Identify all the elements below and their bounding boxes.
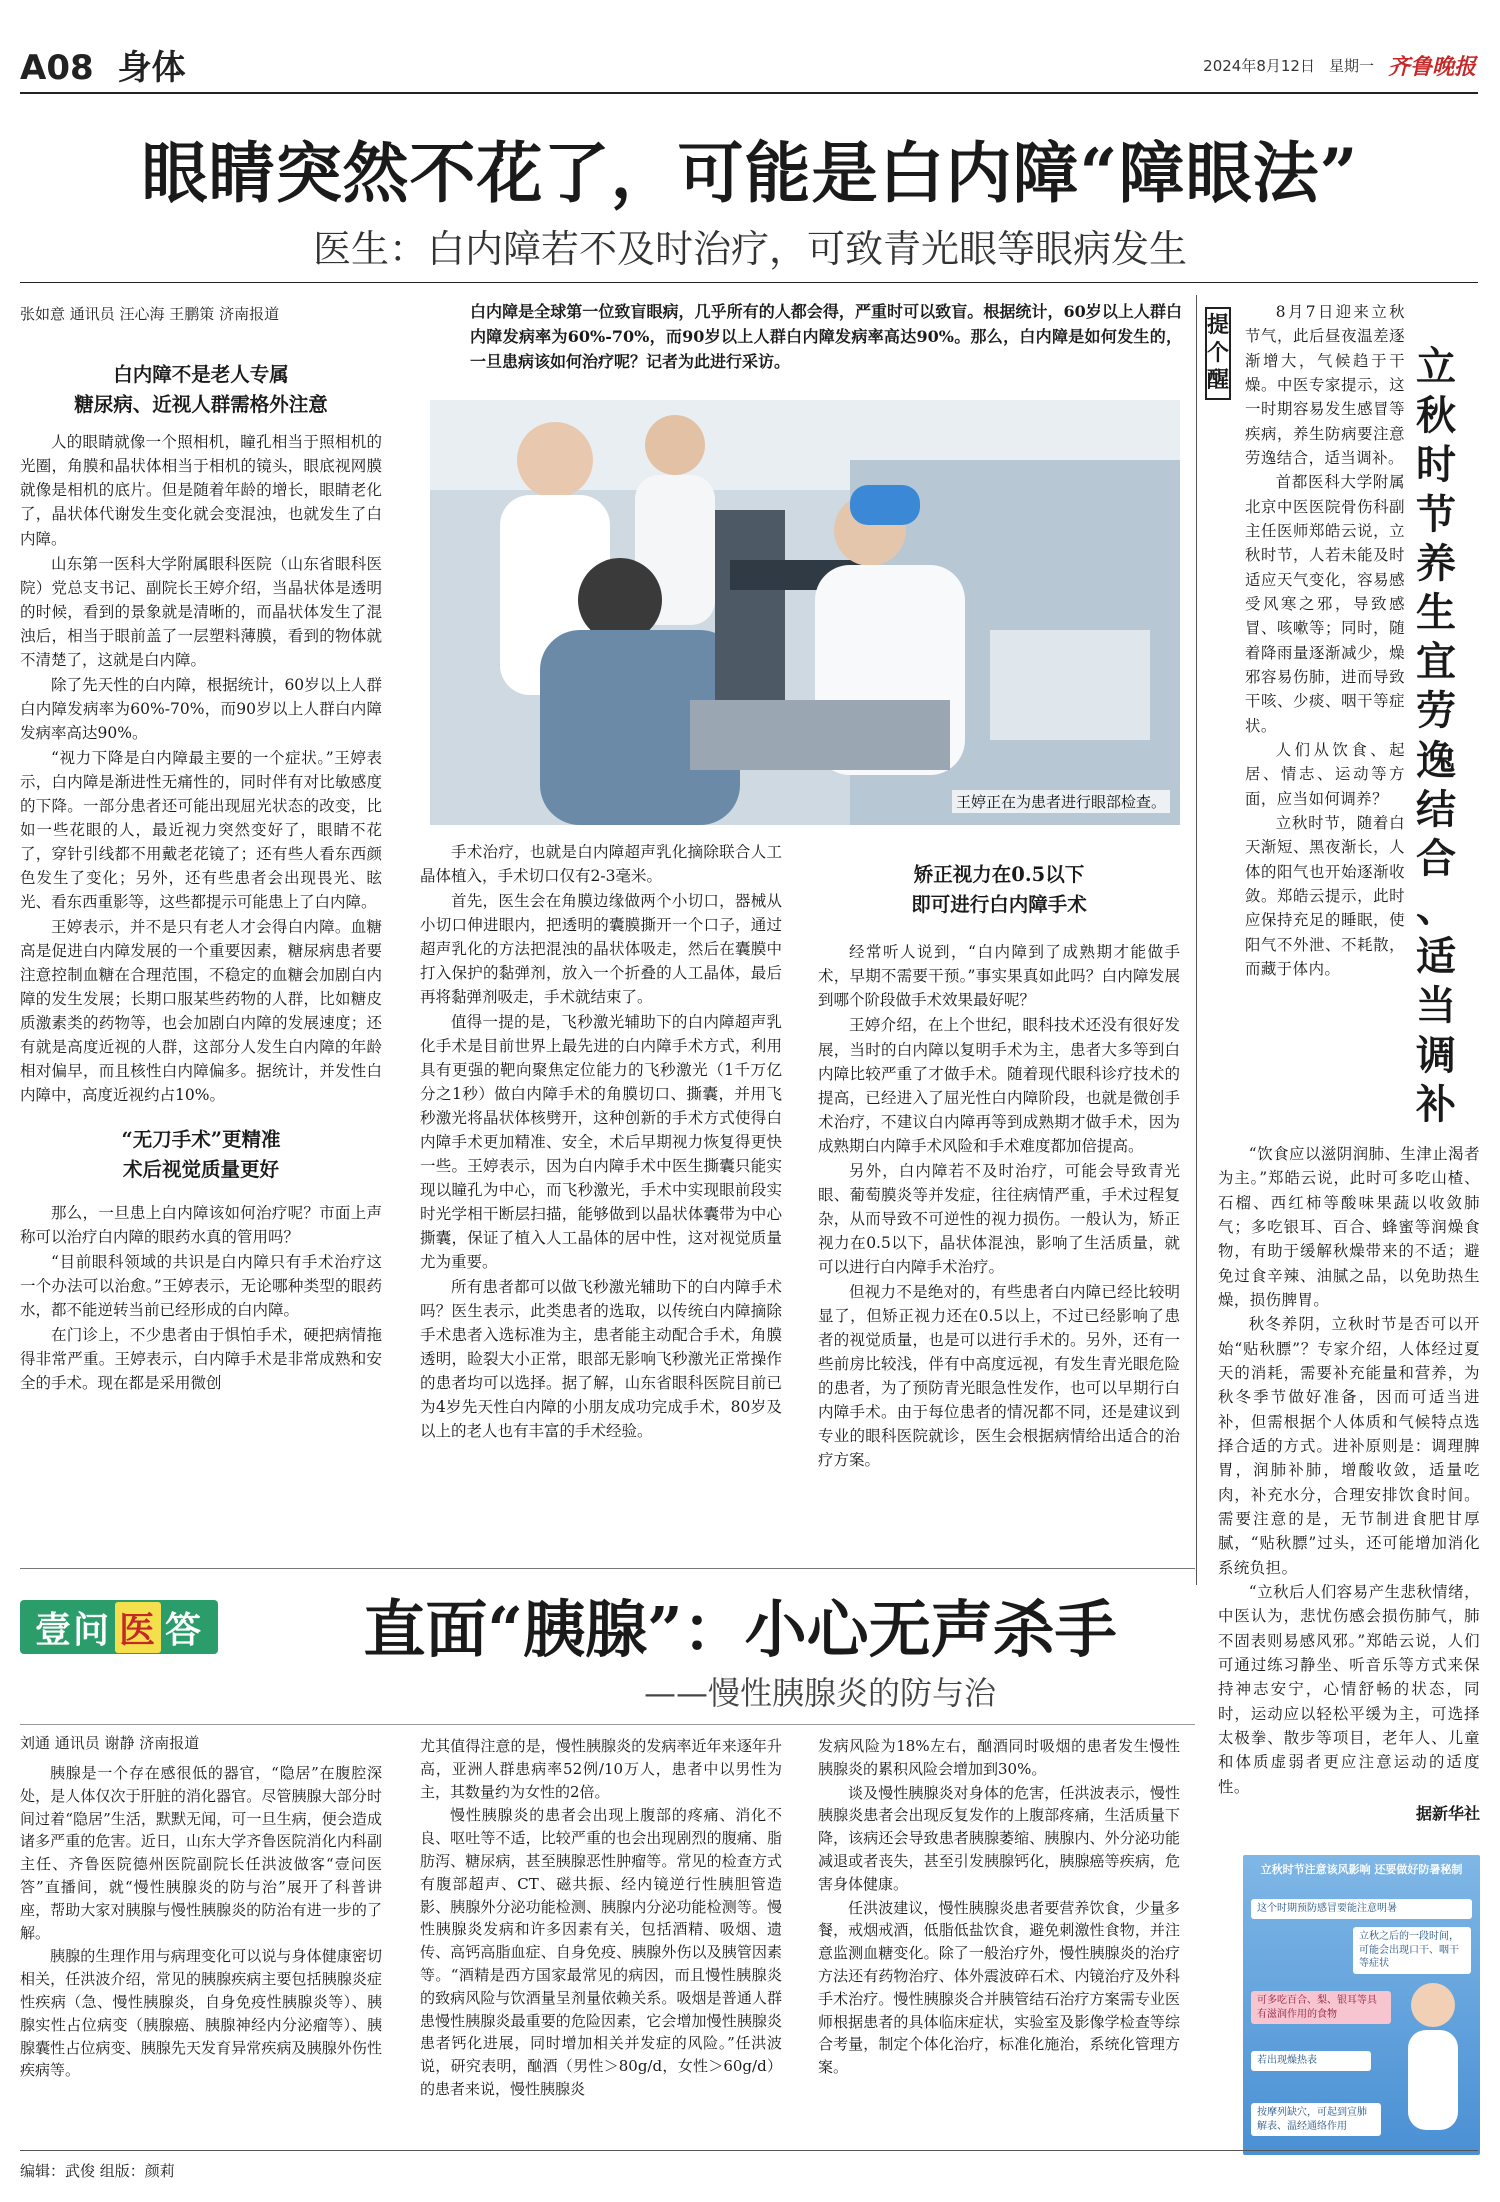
paragraph: 首先，医生会在角膜边缘做两个小切口，器械从小切口伸进眼内，把透明的囊膜撕开一个口子，通过超声乳化的方法把混浊的晶状体吸走，然后在囊膜中打入保护的黏弹剂，放入一个折叠的人工晶体，最后再将黏弹剂吸走，手术就结束了。 [420,892,782,1007]
poster-note: 这个时期预防感冒要能注意明暑 [1251,1899,1472,1919]
sidebar-title-char: 节 [1416,490,1456,538]
paragraph: 手术治疗，也就是白内障超声乳化摘除联合人工晶体植入，手术切口仅有2-3毫米。 [420,843,782,886]
paragraph: 山东第一医科大学附属眼科医院（山东省眼科医院）党总支书记、副院长王婷介绍，当晶状体是透明的时候，看到的景象就是清晰的，而晶状体发生了混浊后，相当于眼前盖了一层塑料薄膜，看到的物体就不清楚了，这就是白内障。 [20,554,382,669]
article-lead: 白内障是全球第一位致盲眼病，几乎所有的人都会得，严重时可以致盲。根据统计，60岁以上人群白内障发病率为60%-70%，而90岁以上人群白内障发病率高达90%。那么，白内障是如何发生的，一旦患病该如何治疗呢？记者为此进行采访。 [470,302,1182,371]
remind-label: 提个醒 [1205,307,1231,400]
main-subhead: 医生：白内障若不及时治疗，可致青光眼等眼病发生 [312,227,1187,271]
footer-rule [20,2150,1478,2151]
sidebar-title-char: 逸 [1416,736,1456,784]
paragraph: 秋冬养阴，立秋时节是否可以开始“贴秋膘”？专家介绍，人体经过夏天的消耗，需要补充能量和营养，为秋冬季节做好准备，因而可适当进补，但需根据个人体质和气候特点选择合适的方式。进补原则是：调理脾胃，润肺补肺，增酸收敛，适量吃肉，补充水分，合理安排饮食时间。需要注意的是，无节制进食肥甘厚腻，“贴秋膘”过头，还可能增加消化系统负担。 [1218,1315,1480,1577]
section-heading-1: 白内障不是老人专属 糖尿病、近视人群需格外注意 [74,363,328,417]
paragraph: 谈及慢性胰腺炎对身体的危害，任洪波表示，慢性胰腺炎患者会出现反复发作的上腹部疼痛，生活质量下降，该病还会导致患者胰腺萎缩、胰腺内、外分泌功能减退或者丧失，甚至引发胰腺钙化，胰腺癌等疾病，危害身体健康。 [818,1783,1180,1893]
credit: 据新华社 [1415,1803,1480,1823]
poster-note: 立秋之后的一段时间，可能会出现口干、咽干等症状 [1353,1927,1471,1974]
sidebar-title-char: 结 [1416,785,1456,833]
sidebar-title-char: 补 [1416,1080,1456,1128]
paragraph: 胰腺的生理作用与病理变化可以说与身体健康密切相关，任洪波介绍，常见的胰腺疾病主要包括胰腺炎症性疾病（急、慢性胰腺炎，自身免疫性胰腺炎等）、胰腺实性占位病变（胰腺癌、胰腺神经内分泌瘤等）、胰腺囊性占位病变、胰腺先天发育异常疾病及胰腺外伤性疾病等。 [20,1947,382,2080]
sidebar-title-char: 时 [1416,441,1456,489]
page-number: A08 [20,48,94,88]
issue-date: 2024年8月12日 [1203,57,1315,75]
sidebar-title-char: 秋 [1416,392,1456,440]
paragraph: 胰腺是一个存在感很低的器官，“隐居”在腹腔深处，是人体仅次于肝脏的消化器官。尽管胰腺大部分时间过着“隐居”生活，默默无闻，可一旦生病，便会造成诸多严重的危害。近日，山东大学齐鲁医院消化内科副主任、齐鲁医院德州医院副院长任洪波做客“壹问医答”直播间，就“慢性胰腺炎的防与治”展开了科普讲座，帮助大家对胰腺与慢性胰腺炎的防治有进一步的了解。 [20,1764,382,1942]
page-header [20,40,185,89]
column-badge: 壹问 医 答 [20,1600,218,1654]
poster-note: 若出现燥热表 [1251,2051,1371,2071]
sidebar-body [1218,1142,1480,1824]
brand-logo: 齐鲁晚报 [1387,54,1476,80]
paragraph: “立秋后人们容易产生悲秋情绪，中医认为，悲忧伤感会损伤肺气，肺不固表则易感风邪。”郑皓云说，人们可通过练习静坐、听音乐等方式来保持神志安宁，心情舒畅的状态，同时，运动应以轻松平缓为主，可选择太极拳、散步等项目，老年人、儿童和体质虚弱者更应注意运动的适度性。 [1218,1582,1480,1796]
article2-headline: 直面“胰腺”：小心无声杀手 [363,1593,1117,1666]
article1-column-1 [20,360,382,1396]
paragraph: 经常听人说到，“白内障到了成熟期才能做手术，早期不需要干预。”事实果真如此吗？白内障发展到哪个阶段做手术效果最好呢？ [818,943,1180,1010]
sidebar-title-char: 当 [1416,982,1456,1030]
paragraph: 立秋时节，随着白天渐短、黑夜渐长，人体的阳气也开始逐渐收敛。郑皓云提示，此时应保持充足的睡眠，使阳气不外泄、不耗散，而藏于体内。 [1245,813,1405,978]
paragraph: “饮食应以滋阴润肺、生津止渴者为主。”郑皓云说，此时可多吃山楂、石榴、西红柿等酸味果蔬以收敛肺气；多吃银耳、百合、蜂蜜等润燥食物，有助于缓解秋燥带来的不适；避免过食辛辣、油腻之品，以免助热生燥，损伤脾胃。 [1218,1145,1480,1309]
paragraph: 另外，白内障若不及时治疗，可能会导致青光眼、葡萄膜炎等并发症，往往病情严重，手术过程复杂，从而导致不可逆性的视力损伤。一般认为，矫正视力在0.5以下，晶状体混浊，影响了生活质量，就可以进行白内障手术治疗。 [818,1161,1180,1276]
sidebar-title-char: 调 [1416,1031,1456,1079]
poster-figure-icon [1393,1975,1473,2145]
paragraph: 任洪波建议，慢性胰腺炎患者要营养饮食，少量多餐，戒烟戒酒，低脂低盐饮食，避免刺激性食物，并注意监测血糖变化。除了一般治疗外，慢性胰腺炎的治疗方法还有药物治疗、体外震波碎石术、内镜治疗及外科手术治疗。慢性胰腺炎合并胰管结石治疗方案需专业医师根据患者的具体临床症状，实验室及影像学检查等综合考量，制定个体化治疗，标准化施治，系统化管理方案。 [818,1898,1180,2077]
main-headline: 眼睛突然不花了，可能是白内障“障眼法” [141,134,1359,212]
paragraph: 王婷介绍，在上个世纪，眼科技术还没有很好发展，当时的白内障以复明手术为主，患者大多等到白内障比较严重了才做手术。随着现代眼科诊疗技术的提高，已经进入了屈光性白内障阶段，也就是微创手术治疗，不建议白内障再等到成熟期才做手术，因为成熟期白内障手术风险和手术难度都加倍提高。 [818,1016,1180,1155]
editor-credit: 编辑：武俊 组版：颜莉 [20,2162,175,2180]
health-poster [1243,1855,1480,2155]
sidebar-title-char: 宜 [1416,638,1456,686]
sidebar-title-char: 劳 [1416,687,1456,735]
poster-note: 可多吃百合、梨、银耳等具有滋润作用的食物 [1251,1991,1391,2024]
article2-column-2 [420,1735,782,2102]
sidebar-title-char: 适 [1416,933,1456,981]
sidebar-divider [1196,295,1197,1585]
header-rule [20,92,1478,94]
poster-title: 立秋时节注意该风影响 还要做好防暑秘制 [1260,1863,1463,1876]
article2-column-3 [818,1735,1180,2080]
article2-byline: 刘通 通讯员 谢静 济南报道 [20,1734,200,1752]
paragraph: 所有患者都可以做飞秒激光辅助下的白内障手术吗？医生表示，此类患者的选取，以传统白内障摘除手术患者入选标准为主，患者能主动配合手术，角膜透明，睑裂大小正常，眼部无影响飞秒激光正常操作的患者均可以选择。据了解，山东省眼科医院目前已为4岁先天性白内障的小朋友成功完成手术，80岁及以上的老人也有丰富的手术经验。 [420,1278,782,1441]
paragraph: 首都医科大学附属北京中医医院骨伤科副主任医师郑皓云说，立秋时节，人若未能及时适应天气变化，容易感受风寒之邪，导致感冒、咳嗽等；同时，随着降雨量逐渐减少，燥邪容易伤肺，进而导致干咳、少痰、咽干等症状。 [1245,473,1405,735]
article1-column-2 [420,840,782,1444]
weekday: 星期一 [1328,57,1374,75]
sidebar-title-char: 生 [1416,588,1456,636]
paragraph: 8月7日迎来立秋节气，此后昼夜温差逐渐增大，气候趋于干燥。中医专家提示，这一时期容易发生感冒等疾病，养生防病要注意劳逸结合，适当调补。 [1245,303,1405,467]
paragraph: “视力下降是白内障最主要的一个症状。”王婷表示，白内障是渐进性无痛性的，同时伴有对比敏感度的下降。一部分患者还可能出现屈光状态的改变，比如一些花眼的人，最近视力突然变好了，眼睛不花了，穿针引线都不用戴老花镜了；还有些人看东西颜色发生了变化；另外，还有些患者会出现畏光、眩光、看东西重影等，这些都提示可能患上了白内障。 [20,748,382,911]
paragraph: 人的眼睛就像一个照相机，瞳孔相当于照相机的光圈，角膜和晶状体相当于相机的镜头，眼底视网膜就像是相机的底片。但是随着年龄的增长，眼睛老化了，晶状体代谢发生变化就会变混浊，也就发生了白内障。 [20,433,382,548]
paragraph: 王婷表示，并不是只有老人才会得白内障。血糖高是促进白内障发展的一个重要因素，糖尿病患者要注意控制血糖在合理范围，不稳定的血糖会加剧白内障的发生发展；长期口服某些药物的人群，比如糖皮质激素类的药物等，也会加剧白内障的发展速度；还有就是高度近视的人群，这部分人发生白内障的年龄相对偏早，而且核性白内障偏多。据统计，并发性白内障中，高度近视约占10%。 [20,917,382,1104]
header-meta [1203,50,1476,81]
sidebar-intro [1245,300,1405,981]
paragraph: 除了先天性的白内障，根据统计，60岁以上人群白内障发病率为60%-70%，而90岁以上人群白内障发病率高达90%。 [20,675,382,742]
sidebar-title-char: 合 [1416,834,1456,882]
news-photo [430,400,1180,825]
article2-subhead: ——慢性胰腺炎的防与治 [643,1674,996,1712]
photo-caption: 王婷正在为患者进行眼部检查。 [952,790,1170,813]
sidebar-title-char: 养 [1416,539,1456,587]
photo-illustration [430,400,1180,825]
section-heading-3: 矫正视力在0.5以下 即可进行白内障手术 [911,863,1087,917]
paragraph: 那么，一旦患上白内障该如何治疗呢？市面上声称可以治疗白内障的眼药水真的管用吗？ [20,1204,382,1247]
article1-column-3 [818,860,1180,1473]
paragraph: 在门诊上，不少患者由于惧怕手术，硬把病情拖得非常严重。王婷表示，白内障手术是非常成熟和安全的手术。现在都是采用微创 [20,1326,382,1393]
article2-byline-rule [20,1724,1195,1725]
sidebar-title-char: 、 [1416,884,1456,932]
paragraph: 但视力不是绝对的，有些患者白内障已经比较明显了，但矫正视力还在0.5以上，不过已经影响了患者的视觉质量，也是可以进行手术的。另外，还有一些前房比较浅，伴有中高度远视，有发生青光眼危险的患者，为了预防青光眼急性发作，也可以早期行白内障手术。由于每位患者的情况都不同，还是建议到专业的眼科医院就诊，医生会根据病情给出适合的治疗方案。 [818,1282,1180,1469]
paragraph: 发病风险为18%左右，酗酒同时吸烟的患者发生慢性胰腺炎的累积风险会增加到30%。 [818,1737,1180,1778]
section-heading-2: “无刀手术”更精准 术后视觉质量更好 [121,1127,281,1182]
section-name: 身体 [117,48,186,88]
paragraph: 值得一提的是，飞秒激光辅助下的白内障超声乳化手术是目前世界上最先进的白内障手术方式，利用具有更强的靶向聚焦定位能力的飞秒激光（1千万亿分之1秒）做白内障手术的角膜切口、撕囊，并用飞秒激光将晶状体核劈开，这种创新的手术方式使得白内障手术更加精准、安全，术后早期视力恢复得更快一些。王婷表示，因为白内障手术中医生撕囊只能实现以瞳孔为中心，而飞秒激光，手术中实现眼前段实时光学相干断层扫描，能够做到以晶状体囊带为中心撕囊，保证了植入人工晶体的居中性，这对视觉质量尤为重要。 [420,1013,782,1272]
article2-rule [20,1568,1195,1569]
paragraph: 慢性胰腺炎的患者会出现上腹部的疼痛、消化不良、呕吐等不适，比较严重的也会出现剧烈的腹痛、脂肪泻、糖尿病，甚至胰腺恶性肿瘤等。常见的检查方式有腹部超声、CT、磁共振、经内镜逆行性胰胆管造影、胰腺外分泌功能检测、胰腺内分泌功能检测等。慢性胰腺炎发病和许多因素有关，包括酒精、吸烟、遗传、高钙高脂血症、自身免疫、胰腺外伤以及胰管因素等。“酒精是西方国家最常见的病因，而且慢性胰腺炎的致病风险与饮酒量呈剂量依赖关系。吸烟是普通人群患慢性胰腺炎最重要的危险因素，它会增加慢性胰腺炎患者钙化进展，同时增加相关并发症的风险。”任洪波说，研究表明，酗酒（男性＞80g/d，女性＞60g/d）的患者来说，慢性胰腺炎 [420,1806,782,2098]
article2-column-1 [20,1762,382,2083]
poster-note: 按摩列缺穴，可起到宣肺解表、温经通络作用 [1251,2103,1381,2136]
sidebar-title [1412,342,1460,1129]
headline-rule [20,282,1478,283]
byline: 张如意 通讯员 汪心海 王鹏策 济南报道 [20,305,280,323]
paragraph: 尤其值得注意的是，慢性胰腺炎的发病率近年来逐年升高，亚洲人群患病率52例/10万人，患者中以男性为主，其数量约为女性的2倍。 [420,1737,782,1801]
paragraph: “目前眼科领域的共识是白内障只有手术治疗这一个办法可以治愈。”王婷表示，无论哪种类型的眼药水，都不能逆转当前已经形成的白内障。 [20,1253,382,1320]
sidebar-title-char: 立 [1416,343,1456,390]
paragraph: 人们从饮食、起居、情志、运动等方面，应当如何调养？ [1245,740,1405,808]
